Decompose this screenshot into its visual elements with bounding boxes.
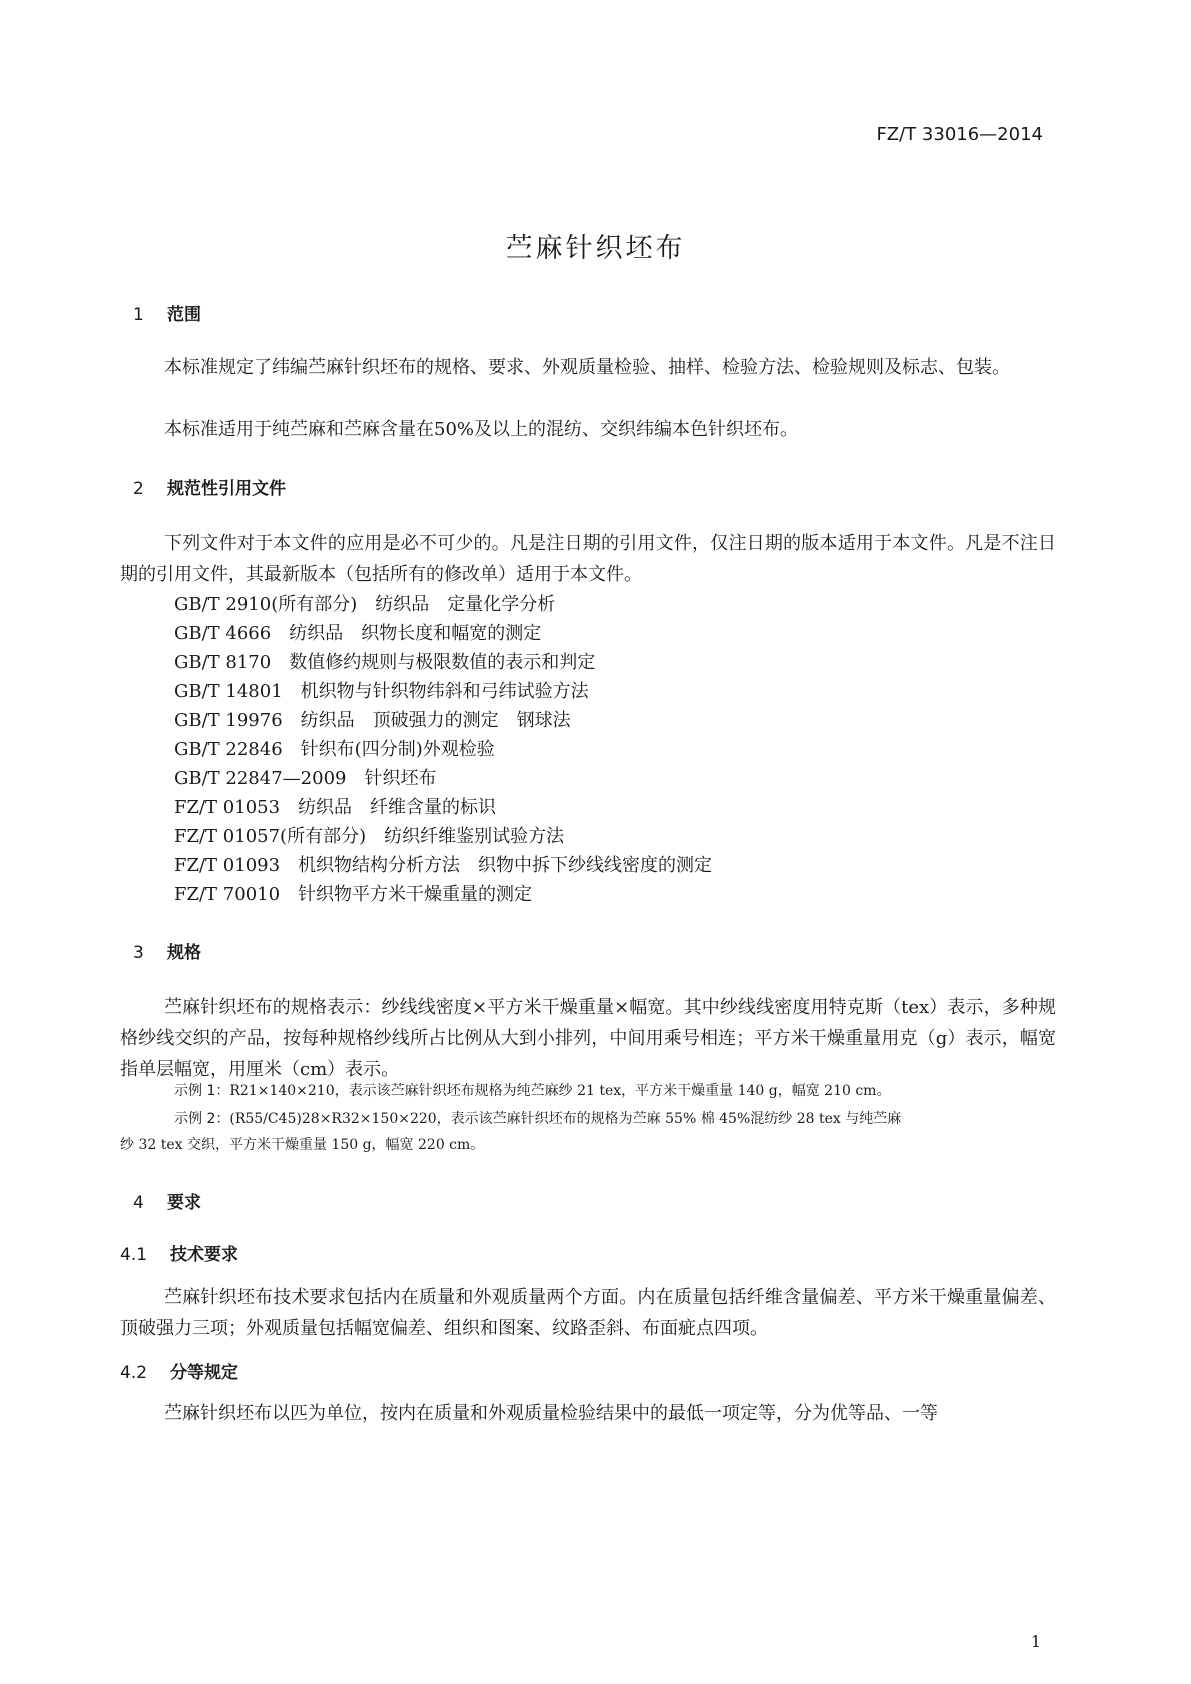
reference-item bbox=[174, 706, 571, 732]
example-label: 示例 2： bbox=[174, 1111, 230, 1127]
reference-code: GB/T 22846 bbox=[174, 739, 283, 760]
reference-code: GB/T 19976 bbox=[174, 710, 283, 731]
section-1-paragraph-1: 本标准规定了纬编苎麻针织坯布的规格、要求、外观质量检验、抽样、检验方法、检验规则及标志、包装。 bbox=[164, 357, 1010, 378]
reference-item bbox=[174, 880, 532, 906]
reference-code: GB/T 22847—2009 bbox=[174, 768, 347, 789]
example-2-continuation: 纱 32 tex 交织，平方米干燥重量 150 g，幅宽 220 cm。 bbox=[120, 1137, 485, 1153]
section-1-paragraph-2: 本标准适用于纯苎麻和苎麻含量在50%及以上的混纺、交织纬编本色针织坯布。 bbox=[164, 419, 799, 440]
reference-title: 针织物平方米干燥重量的测定 bbox=[298, 884, 533, 905]
example-2 bbox=[174, 1106, 1056, 1133]
reference-code: FZ/T 70010 bbox=[174, 884, 281, 905]
section-title: 要求 bbox=[167, 1193, 201, 1213]
subsection-title: 分等规定 bbox=[170, 1363, 238, 1383]
reference-code: FZ/T 01057(所有部分) bbox=[174, 826, 367, 847]
reference-item bbox=[174, 851, 712, 877]
reference-title: 机织物与针织物纬斜和弓纬试验方法 bbox=[300, 681, 589, 702]
example-1 bbox=[174, 1078, 1056, 1105]
section-2-intro: 下列文件对于本文件的应用是必不可少的。凡是注日期的引用文件，仅注日期的版本适用于本文件。凡是不注日期的引用文件，其最新版本（包括所有的修改单）适用于本文件。 bbox=[120, 533, 1056, 585]
reference-code: FZ/T 01053 bbox=[174, 797, 281, 818]
reference-code: GB/T 2910(所有部分) bbox=[174, 594, 358, 615]
example-label: 示例 1： bbox=[174, 1083, 230, 1099]
section-number: 1 bbox=[133, 305, 144, 325]
section-number: 2 bbox=[133, 479, 144, 499]
subsection-number: 4.1 bbox=[120, 1245, 148, 1265]
section-4-1-heading bbox=[120, 1240, 238, 1265]
section-4-heading bbox=[133, 1188, 201, 1213]
reference-item bbox=[174, 648, 595, 674]
reference-title: 数值修约规则与极限数值的表示和判定 bbox=[289, 652, 596, 673]
reference-title: 纺织品 顶破强力的测定 钢球法 bbox=[300, 710, 571, 731]
example-text: (R55/C45)28×R32×150×220，表示该苎麻针织坯布的规格为苎麻 55% 棉 45%混纺纱 28 tex 与纯苎麻 bbox=[229, 1111, 902, 1127]
reference-item bbox=[174, 822, 564, 848]
example-text: R21×140×210，表示该苎麻针织坯布规格为纯苎麻纱 21 tex，平方米干燥重量 140 g，幅宽 210 cm。 bbox=[229, 1083, 891, 1099]
document-title: 苎麻针织坯布 bbox=[505, 233, 686, 264]
reference-item bbox=[174, 735, 495, 761]
section-4-2-heading bbox=[120, 1358, 238, 1383]
section-number: 4 bbox=[133, 1193, 144, 1213]
reference-title: 纺织品 纤维含量的标识 bbox=[298, 797, 497, 818]
reference-code: GB/T 14801 bbox=[174, 681, 283, 702]
reference-code: GB/T 8170 bbox=[174, 652, 272, 673]
reference-title: 机织物结构分析方法 织物中拆下纱线线密度的测定 bbox=[298, 855, 713, 876]
reference-item bbox=[174, 677, 589, 703]
section-number: 3 bbox=[133, 943, 144, 963]
reference-item bbox=[174, 619, 541, 645]
reference-code: GB/T 4666 bbox=[174, 623, 272, 644]
reference-item bbox=[174, 590, 555, 616]
section-title: 范围 bbox=[167, 305, 201, 325]
subsection-number: 4.2 bbox=[120, 1363, 148, 1383]
standard-number: FZ/T 33016—2014 bbox=[876, 124, 1043, 145]
reference-title: 针织布(四分制)外观检验 bbox=[300, 739, 495, 760]
reference-title: 纺织纤维鉴别试验方法 bbox=[384, 826, 565, 847]
section-4-1-paragraph: 苎麻针织坯布技术要求包括内在质量和外观质量两个方面。内在质量包括纤维含量偏差、平方米干燥重量偏差、顶破强力三项；外观质量包括幅宽偏差、组织和图案、纹路歪斜、布面疵点四项。 bbox=[120, 1287, 1056, 1339]
reference-title: 针织坯布 bbox=[364, 768, 437, 789]
section-4-2-paragraph: 苎麻针织坯布以匹为单位，按内在质量和外观质量检验结果中的最低一项定等，分为优等品、一等 bbox=[164, 1403, 938, 1424]
section-3-heading bbox=[133, 938, 201, 963]
reference-item bbox=[174, 764, 436, 790]
section-2-heading bbox=[133, 474, 286, 499]
subsection-title: 技术要求 bbox=[170, 1245, 238, 1265]
section-title: 规范性引用文件 bbox=[167, 479, 286, 499]
reference-item bbox=[174, 793, 496, 819]
reference-title: 纺织品 定量化学分析 bbox=[375, 594, 556, 615]
section-1-heading bbox=[133, 300, 201, 325]
section-title: 规格 bbox=[167, 943, 201, 963]
section-3-paragraph: 苎麻针织坯布的规格表示：纱线线密度×平方米干燥重量×幅宽。其中纱线线密度用特克斯（tex）表示，多种规格纱线交织的产品，按每种规格纱线所占比例从大到小排列，中间用乘号相连；平方米干燥重量用克（g）表示，幅宽指单层幅宽，用厘米（cm）表示。 bbox=[120, 997, 1056, 1080]
page-number: 1 bbox=[1030, 1632, 1041, 1651]
reference-title: 纺织品 织物长度和幅宽的测定 bbox=[289, 623, 542, 644]
reference-code: FZ/T 01093 bbox=[174, 855, 281, 876]
